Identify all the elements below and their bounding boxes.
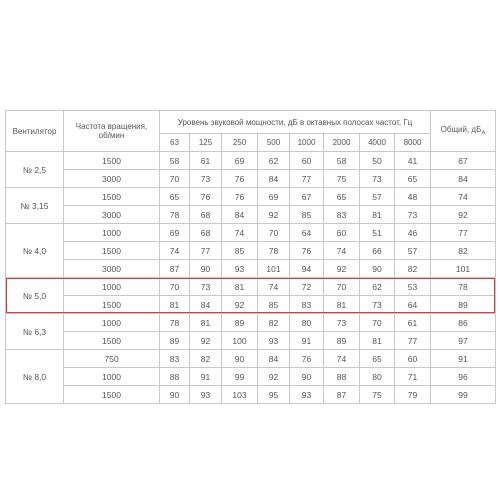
value-cell: 57	[395, 242, 431, 260]
value-cell: 92	[222, 296, 258, 314]
value-cell: 64	[395, 296, 431, 314]
value-cell: 76	[290, 242, 324, 260]
speed-cell: 1500	[64, 332, 160, 350]
value-cell: 93	[190, 386, 222, 404]
value-cell: 76	[222, 188, 258, 206]
table-row	[6, 314, 496, 332]
table-row	[6, 206, 496, 224]
total-cell: 89	[431, 296, 496, 314]
value-cell: 74	[222, 224, 258, 242]
value-cell: 89	[160, 332, 190, 350]
value-cell: 62	[360, 278, 395, 296]
speed-cell: 1000	[64, 314, 160, 332]
value-cell: 46	[395, 224, 431, 242]
speed-cell: 1500	[64, 386, 160, 404]
fan-cell: № 6,3	[6, 314, 64, 350]
total-cell: 77	[431, 224, 496, 242]
value-cell: 58	[160, 152, 190, 170]
value-cell: 84	[222, 206, 258, 224]
value-cell: 90	[222, 350, 258, 368]
value-cell: 50	[360, 152, 395, 170]
total-cell: 101	[431, 260, 496, 278]
header-frequency: 4000	[360, 134, 395, 152]
value-cell: 70	[160, 278, 190, 296]
value-cell: 65	[360, 350, 395, 368]
value-cell: 87	[324, 386, 360, 404]
value-cell: 92	[258, 368, 290, 386]
value-cell: 70	[160, 170, 190, 188]
value-cell: 78	[160, 314, 190, 332]
value-cell: 92	[324, 260, 360, 278]
value-cell: 78	[258, 242, 290, 260]
value-cell: 69	[258, 188, 290, 206]
value-cell: 92	[190, 332, 222, 350]
value-cell: 101	[258, 260, 290, 278]
value-cell: 90	[360, 260, 395, 278]
value-cell: 85	[222, 242, 258, 260]
value-cell: 90	[290, 368, 324, 386]
speed-cell: 1500	[64, 296, 160, 314]
fan-cell: № 8,0	[6, 350, 64, 404]
header-total-subscript: A	[481, 130, 486, 137]
value-cell: 79	[395, 386, 431, 404]
value-cell: 92	[258, 206, 290, 224]
value-cell: 81	[324, 296, 360, 314]
value-cell: 81	[190, 314, 222, 332]
value-cell: 73	[360, 170, 395, 188]
header-sound-power: Уровень звуковой мощности, дБ в октавных полосах частот, Гц	[160, 111, 431, 134]
value-cell: 87	[160, 260, 190, 278]
speed-cell: 3000	[64, 260, 160, 278]
total-cell: 67	[431, 152, 496, 170]
value-cell: 83	[324, 206, 360, 224]
value-cell: 77	[395, 332, 431, 350]
value-cell: 66	[360, 242, 395, 260]
value-cell: 73	[360, 296, 395, 314]
value-cell: 68	[190, 206, 222, 224]
fan-cell: № 2,5	[6, 152, 64, 188]
total-cell: 91	[431, 350, 496, 368]
table-row	[6, 260, 496, 278]
value-cell: 84	[258, 350, 290, 368]
total-cell: 74	[431, 188, 496, 206]
value-cell: 89	[222, 314, 258, 332]
value-cell: 69	[222, 152, 258, 170]
value-cell: 100	[222, 332, 258, 350]
total-cell: 92	[431, 206, 496, 224]
value-cell: 94	[290, 260, 324, 278]
value-cell: 70	[360, 314, 395, 332]
value-cell: 62	[258, 152, 290, 170]
table-row	[6, 224, 496, 242]
table-row	[6, 278, 496, 296]
value-cell: 90	[190, 260, 222, 278]
speed-cell: 3000	[64, 206, 160, 224]
value-cell: 73	[324, 314, 360, 332]
sound-power-table	[5, 110, 496, 404]
value-cell: 88	[324, 368, 360, 386]
speed-cell: 1500	[64, 242, 160, 260]
value-cell: 70	[324, 278, 360, 296]
value-cell: 58	[324, 152, 360, 170]
header-speed: Частота вращения, об/мин	[64, 111, 160, 152]
header-frequency: 2000	[324, 134, 360, 152]
value-cell: 77	[190, 242, 222, 260]
value-cell: 78	[160, 206, 190, 224]
table-row	[6, 170, 496, 188]
value-cell: 65	[395, 170, 431, 188]
value-cell: 91	[190, 368, 222, 386]
value-cell: 60	[324, 224, 360, 242]
value-cell: 53	[395, 278, 431, 296]
value-cell: 93	[222, 260, 258, 278]
table-row	[6, 386, 496, 404]
header-frequency: 125	[190, 134, 222, 152]
value-cell: 74	[258, 278, 290, 296]
value-cell: 85	[290, 206, 324, 224]
value-cell: 77	[290, 170, 324, 188]
value-cell: 61	[395, 314, 431, 332]
value-cell: 73	[190, 170, 222, 188]
value-cell: 48	[395, 188, 431, 206]
value-cell: 81	[360, 206, 395, 224]
speed-cell: 1000	[64, 224, 160, 242]
total-cell: 97	[431, 332, 496, 350]
fan-cell: № 5,0	[6, 278, 64, 314]
header-frequency: 63	[160, 134, 190, 152]
table-row	[6, 188, 496, 206]
value-cell: 84	[190, 296, 222, 314]
value-cell: 72	[290, 278, 324, 296]
speed-cell: 750	[64, 350, 160, 368]
value-cell: 60	[290, 152, 324, 170]
fan-cell: № 4,0	[6, 224, 64, 278]
header-frequency: 8000	[395, 134, 431, 152]
total-cell: 78	[431, 278, 496, 296]
value-cell: 81	[160, 296, 190, 314]
value-cell: 61	[190, 152, 222, 170]
total-cell: 86	[431, 314, 496, 332]
value-cell: 74	[324, 350, 360, 368]
value-cell: 89	[324, 332, 360, 350]
table-row	[6, 152, 496, 170]
value-cell: 75	[324, 170, 360, 188]
value-cell: 71	[395, 368, 431, 386]
value-cell: 65	[324, 188, 360, 206]
value-cell: 76	[222, 170, 258, 188]
table-row	[6, 242, 496, 260]
value-cell: 64	[290, 224, 324, 242]
speed-cell: 1500	[64, 188, 160, 206]
value-cell: 82	[395, 260, 431, 278]
total-cell: 96	[431, 368, 496, 386]
table-row	[6, 296, 496, 314]
value-cell: 74	[324, 242, 360, 260]
value-cell: 76	[190, 188, 222, 206]
value-cell: 57	[360, 188, 395, 206]
value-cell: 82	[258, 314, 290, 332]
header-fan: Вентилятор	[6, 111, 64, 152]
value-cell: 80	[290, 314, 324, 332]
sound-power-table-container	[5, 110, 495, 404]
value-cell: 90	[160, 386, 190, 404]
value-cell: 73	[395, 206, 431, 224]
table-row	[6, 368, 496, 386]
value-cell: 88	[160, 368, 190, 386]
value-cell: 95	[258, 386, 290, 404]
header-frequency: 1000	[290, 134, 324, 152]
value-cell: 82	[190, 350, 222, 368]
speed-cell: 1500	[64, 152, 160, 170]
total-cell: 84	[431, 170, 496, 188]
value-cell: 103	[222, 386, 258, 404]
value-cell: 93	[258, 332, 290, 350]
value-cell: 69	[160, 224, 190, 242]
speed-cell: 1000	[64, 278, 160, 296]
total-cell: 99	[431, 386, 496, 404]
value-cell: 83	[290, 296, 324, 314]
table-row	[6, 350, 496, 368]
value-cell: 67	[290, 188, 324, 206]
speed-cell: 3000	[64, 170, 160, 188]
table-row	[6, 332, 496, 350]
value-cell: 93	[290, 386, 324, 404]
header-total	[431, 111, 496, 152]
value-cell: 73	[190, 278, 222, 296]
total-cell: 82	[431, 242, 496, 260]
value-cell: 51	[360, 224, 395, 242]
header-frequency: 500	[258, 134, 290, 152]
value-cell: 83	[160, 350, 190, 368]
value-cell: 74	[160, 242, 190, 260]
value-cell: 84	[258, 170, 290, 188]
fan-cell: № 3,15	[6, 188, 64, 224]
value-cell: 75	[360, 386, 395, 404]
value-cell: 91	[290, 332, 324, 350]
table-body	[6, 152, 496, 404]
value-cell: 60	[395, 350, 431, 368]
value-cell: 76	[290, 350, 324, 368]
value-cell: 41	[395, 152, 431, 170]
value-cell: 81	[222, 278, 258, 296]
header-frequency: 250	[222, 134, 258, 152]
value-cell: 80	[360, 368, 395, 386]
value-cell: 81	[360, 332, 395, 350]
header-total-label: Общий, дБ	[440, 125, 482, 135]
value-cell: 70	[258, 224, 290, 242]
speed-cell: 1000	[64, 368, 160, 386]
value-cell: 65	[160, 188, 190, 206]
value-cell: 68	[190, 224, 222, 242]
value-cell: 85	[258, 296, 290, 314]
value-cell: 99	[222, 368, 258, 386]
